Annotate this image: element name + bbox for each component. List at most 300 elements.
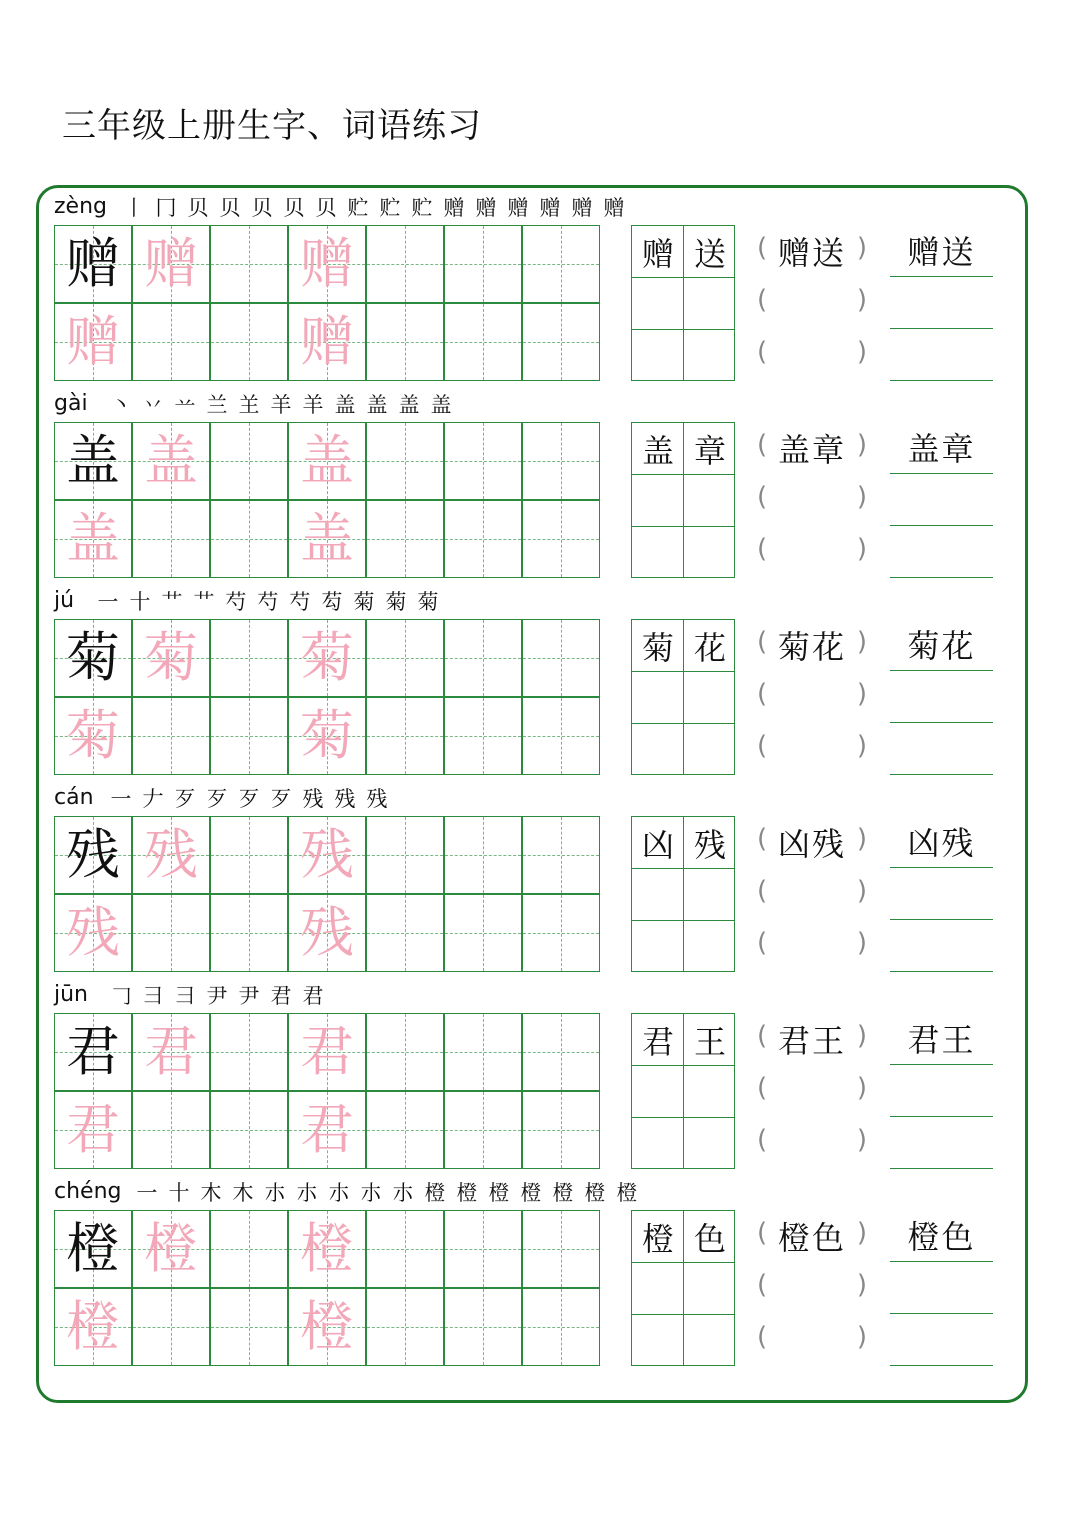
trace-character: 盖 xyxy=(144,429,198,492)
tianzige-cell[interactable] xyxy=(132,697,210,775)
stroke-step: 贝 xyxy=(251,196,273,220)
tianzige-cell[interactable] xyxy=(444,422,522,500)
stroke-step: 丷 xyxy=(142,393,164,417)
tianzige-cell[interactable] xyxy=(288,303,366,381)
pinyin-label: jūn xyxy=(54,982,88,1007)
tianzige-cell[interactable] xyxy=(210,1210,288,1288)
tianzige-cell[interactable] xyxy=(54,225,132,303)
writing-line[interactable] xyxy=(890,1065,993,1117)
stroke-step: 歹 xyxy=(270,787,292,811)
char-section xyxy=(0,779,1080,976)
stroke-step: 贮 xyxy=(379,196,401,220)
open-paren: ( xyxy=(757,1073,768,1103)
trace-character: 盖 xyxy=(300,507,354,570)
tianzige-cell[interactable] xyxy=(288,894,366,972)
line-word: 橙色 xyxy=(907,1218,976,1256)
tianzige-cell[interactable] xyxy=(288,697,366,775)
tianzige-cell[interactable] xyxy=(366,619,444,697)
tianzige-cell[interactable] xyxy=(210,816,288,894)
stroke-step: 䒑 xyxy=(174,393,196,417)
char-section xyxy=(0,1173,1080,1370)
tianzige-cell[interactable] xyxy=(132,816,210,894)
tianzige-cell[interactable] xyxy=(444,500,522,578)
word-box xyxy=(631,619,735,775)
open-paren: ( xyxy=(757,534,768,564)
pinyin-label: zèng xyxy=(54,194,107,219)
trace-character: 橙 xyxy=(144,1217,198,1280)
stroke-step: 艹 xyxy=(161,590,183,614)
word-write-cell[interactable] xyxy=(632,1066,684,1118)
word-character: 菊 xyxy=(641,629,674,667)
tianzige-cell[interactable] xyxy=(366,1210,444,1288)
tianzige-cell[interactable] xyxy=(444,1013,522,1091)
char-section xyxy=(0,976,1080,1173)
stroke-step: 一 xyxy=(110,787,132,811)
word-box xyxy=(631,225,735,381)
trace-character: 橙 xyxy=(66,1295,120,1358)
close-paren: ) xyxy=(856,824,867,854)
word-write-cell[interactable] xyxy=(632,1263,684,1315)
tianzige-cell[interactable] xyxy=(54,619,132,697)
close-paren: ) xyxy=(856,1073,867,1103)
stroke-step: 菊 xyxy=(385,590,407,614)
line-word-column xyxy=(890,1210,993,1366)
tianzige-cell[interactable] xyxy=(288,816,366,894)
tianzige-cell[interactable] xyxy=(210,225,288,303)
tianzige-cell[interactable] xyxy=(288,225,366,303)
paren-row[interactable] xyxy=(757,277,867,329)
stroke-step: ⺕ xyxy=(174,984,196,1008)
char-section xyxy=(0,188,1080,385)
trace-character: 盖 xyxy=(300,429,354,492)
word-write-cell[interactable] xyxy=(632,330,684,382)
stroke-step: 赠 xyxy=(443,196,465,220)
word-write-cell[interactable] xyxy=(684,724,736,776)
open-paren: ( xyxy=(757,1270,768,1300)
close-paren: ) xyxy=(856,876,867,906)
word-write-cell[interactable] xyxy=(632,1315,684,1367)
tianzige-cell[interactable] xyxy=(366,1013,444,1091)
writing-line xyxy=(890,225,993,277)
paren-word: 橙色 xyxy=(777,1219,846,1257)
tianzige-cell[interactable] xyxy=(444,894,522,972)
model-character: 橙 xyxy=(66,1217,120,1280)
tianzige-cell[interactable] xyxy=(54,1091,132,1169)
tianzige-cell[interactable] xyxy=(54,894,132,972)
stroke-step: 木 xyxy=(200,1181,222,1205)
stroke-step: 橙 xyxy=(520,1181,542,1205)
tianzige-cell[interactable] xyxy=(54,500,132,578)
trace-character: 菊 xyxy=(144,626,198,689)
word-write-cell[interactable] xyxy=(684,1263,736,1315)
word-write-cell[interactable] xyxy=(684,921,736,973)
tianzige-cell[interactable] xyxy=(444,816,522,894)
paren-word: 菊花 xyxy=(777,628,846,666)
open-paren: ( xyxy=(757,1021,768,1051)
stroke-step: 十 xyxy=(168,1181,190,1205)
line-word: 君王 xyxy=(907,1021,976,1059)
stroke-step: 羊 xyxy=(302,393,324,417)
tianzige-cell[interactable] xyxy=(444,1091,522,1169)
stroke-step: 贝 xyxy=(219,196,241,220)
paren-row[interactable] xyxy=(757,1117,867,1169)
tianzige-cell[interactable] xyxy=(522,1210,600,1288)
writing-line[interactable] xyxy=(890,723,993,775)
stroke-step: 朩 xyxy=(360,1181,382,1205)
stroke-step: 橙 xyxy=(424,1181,446,1205)
stroke-step: 橙 xyxy=(584,1181,606,1205)
open-paren: ( xyxy=(757,337,768,367)
paren-row[interactable] xyxy=(757,474,867,526)
paren-row[interactable] xyxy=(757,920,867,972)
line-word-column xyxy=(890,619,993,775)
open-paren: ( xyxy=(757,482,768,512)
stroke-step: 歹 xyxy=(174,787,196,811)
close-paren: ) xyxy=(856,731,867,761)
writing-line xyxy=(890,816,993,868)
trace-character: 赠 xyxy=(300,310,354,373)
word-write-cell[interactable] xyxy=(684,1118,736,1170)
word-character: 王 xyxy=(693,1023,726,1061)
close-paren: ) xyxy=(856,1218,867,1248)
trace-character: 残 xyxy=(300,823,354,886)
word-character: 凶 xyxy=(641,826,674,864)
tianzige-cell[interactable] xyxy=(522,422,600,500)
word-write-cell[interactable] xyxy=(632,475,684,527)
tianzige-cell[interactable] xyxy=(522,894,600,972)
paren-row[interactable] xyxy=(757,526,867,578)
pinyin-label: chéng xyxy=(54,1179,122,1204)
close-paren: ) xyxy=(856,430,867,460)
tianzige-cell[interactable] xyxy=(132,225,210,303)
tianzige-cell[interactable] xyxy=(288,422,366,500)
tianzige-cell[interactable] xyxy=(366,500,444,578)
trace-character: 赠 xyxy=(144,232,198,295)
stroke-step: 歹 xyxy=(238,787,260,811)
paren-row[interactable] xyxy=(757,868,867,920)
tianzige-cell[interactable] xyxy=(366,894,444,972)
word-write-cell[interactable] xyxy=(684,869,736,921)
tianzige-cell[interactable] xyxy=(522,1288,600,1366)
writing-line[interactable] xyxy=(890,329,993,381)
word-write-cell[interactable] xyxy=(684,330,736,382)
tianzige-cell[interactable] xyxy=(288,1210,366,1288)
tianzige-cell[interactable] xyxy=(288,1013,366,1091)
close-paren: ) xyxy=(856,337,867,367)
writing-line[interactable] xyxy=(890,920,993,972)
line-word: 盖章 xyxy=(907,430,976,468)
stroke-step: 尹 xyxy=(206,984,228,1008)
paren-row xyxy=(757,816,867,868)
model-character: 君 xyxy=(66,1020,120,1083)
tianzige-cell[interactable] xyxy=(522,816,600,894)
stroke-step: 一 xyxy=(136,1181,158,1205)
tianzige-cell[interactable] xyxy=(54,816,132,894)
writing-line xyxy=(890,1013,993,1065)
tianzige-cell[interactable] xyxy=(288,500,366,578)
tianzige-cell[interactable] xyxy=(366,697,444,775)
tianzige-cell[interactable] xyxy=(54,697,132,775)
writing-line[interactable] xyxy=(890,277,993,329)
stroke-step: 盖 xyxy=(366,393,388,417)
close-paren: ) xyxy=(856,1125,867,1155)
word-write-cell[interactable] xyxy=(632,921,684,973)
stroke-step: 芍 xyxy=(289,590,311,614)
stroke-step: 盖 xyxy=(334,393,356,417)
tianzige-cell[interactable] xyxy=(210,894,288,972)
model-character: 菊 xyxy=(66,626,120,689)
tianzige-cell[interactable] xyxy=(444,225,522,303)
close-paren: ) xyxy=(856,1270,867,1300)
tianzige-cell[interactable] xyxy=(210,303,288,381)
word-write-cell[interactable] xyxy=(684,527,736,579)
stroke-order xyxy=(118,192,630,222)
tianzige-cell[interactable] xyxy=(522,1091,600,1169)
stroke-order xyxy=(105,783,393,813)
close-paren: ) xyxy=(856,233,867,263)
pinyin-label: jú xyxy=(54,588,75,613)
tianzige-cell[interactable] xyxy=(54,1210,132,1288)
tianzige-cell[interactable] xyxy=(54,1013,132,1091)
paren-row[interactable] xyxy=(757,329,867,381)
tianzige-cell[interactable] xyxy=(210,1013,288,1091)
tianzige-cell[interactable] xyxy=(366,303,444,381)
stroke-step: 𦍌 xyxy=(238,393,260,417)
word-character: 色 xyxy=(693,1220,726,1258)
trace-character: 君 xyxy=(300,1020,354,1083)
stroke-step: 𠃌 xyxy=(110,984,132,1008)
tianzige-cell[interactable] xyxy=(522,500,600,578)
stroke-step: 橙 xyxy=(456,1181,478,1205)
paren-row[interactable] xyxy=(757,671,867,723)
tianzige-cell[interactable] xyxy=(288,1091,366,1169)
pinyin-label: gài xyxy=(54,391,88,416)
word-box xyxy=(631,1210,735,1366)
tianzige-cell[interactable] xyxy=(522,1013,600,1091)
close-paren: ) xyxy=(856,1021,867,1051)
paren-row xyxy=(757,619,867,671)
word-character: 橙 xyxy=(641,1220,674,1258)
word-write-cell[interactable] xyxy=(632,869,684,921)
word-write-cell[interactable] xyxy=(684,278,736,330)
char-section xyxy=(0,385,1080,582)
word-character: 送 xyxy=(693,235,726,273)
stroke-step: 残 xyxy=(334,787,356,811)
close-paren: ) xyxy=(856,627,867,657)
tianzige-cell[interactable] xyxy=(132,500,210,578)
tianzige-cell[interactable] xyxy=(54,303,132,381)
paren-row xyxy=(757,1013,867,1065)
tianzige-cell[interactable] xyxy=(444,697,522,775)
tianzige-cell[interactable] xyxy=(210,697,288,775)
tianzige-cell[interactable] xyxy=(132,619,210,697)
tianzige-cell[interactable] xyxy=(366,422,444,500)
stroke-step: 羊 xyxy=(270,393,292,417)
model-character: 残 xyxy=(66,823,120,886)
close-paren: ) xyxy=(856,285,867,315)
stroke-step: 贮 xyxy=(411,196,433,220)
tianzige-cell[interactable] xyxy=(54,422,132,500)
stroke-step: 朩 xyxy=(328,1181,350,1205)
stroke-step: 芍 xyxy=(225,590,247,614)
word-write-cell[interactable] xyxy=(632,724,684,776)
stroke-step: 丨 xyxy=(123,196,145,220)
word-write-cell[interactable] xyxy=(632,527,684,579)
trace-character: 君 xyxy=(66,1098,120,1161)
open-paren: ( xyxy=(757,627,768,657)
stroke-step: 贝 xyxy=(187,196,209,220)
paren-word-column xyxy=(757,816,867,972)
tianzige-cell[interactable] xyxy=(366,225,444,303)
paren-row[interactable] xyxy=(757,1314,867,1366)
stroke-step: 贝 xyxy=(283,196,305,220)
stroke-step: 木 xyxy=(232,1181,254,1205)
stroke-step: 赠 xyxy=(507,196,529,220)
line-word-column xyxy=(890,816,993,972)
tianzige-cell[interactable] xyxy=(366,1288,444,1366)
writing-line[interactable] xyxy=(890,671,993,723)
writing-line[interactable] xyxy=(890,1262,993,1314)
stroke-order xyxy=(105,389,457,419)
open-paren: ( xyxy=(757,824,768,854)
word-character: 君 xyxy=(641,1023,674,1061)
word-write-cell[interactable] xyxy=(684,1066,736,1118)
writing-line xyxy=(890,1210,993,1262)
tianzige-cell[interactable] xyxy=(132,1091,210,1169)
line-word: 菊花 xyxy=(907,627,976,665)
open-paren: ( xyxy=(757,876,768,906)
tianzige-cell[interactable] xyxy=(288,619,366,697)
paren-row[interactable] xyxy=(757,723,867,775)
paren-row xyxy=(757,422,867,474)
tianzige-cell[interactable] xyxy=(210,1288,288,1366)
stroke-step: 𠂇 xyxy=(142,787,164,811)
stroke-step: 歹 xyxy=(206,787,228,811)
close-paren: ) xyxy=(856,679,867,709)
word-write-cell[interactable] xyxy=(632,672,684,724)
word-write-cell[interactable] xyxy=(632,1118,684,1170)
word-write-cell[interactable] xyxy=(684,475,736,527)
tianzige-cell[interactable] xyxy=(288,1288,366,1366)
writing-line[interactable] xyxy=(890,1314,993,1366)
model-character: 赠 xyxy=(66,232,120,295)
word-write-cell[interactable] xyxy=(684,672,736,724)
stroke-step: 橙 xyxy=(616,1181,638,1205)
trace-character: 赠 xyxy=(300,232,354,295)
open-paren: ( xyxy=(757,1125,768,1155)
word-write-cell[interactable] xyxy=(632,278,684,330)
tianzige-cell[interactable] xyxy=(210,422,288,500)
paren-word: 凶残 xyxy=(777,825,846,863)
word-character: 盖 xyxy=(641,432,674,470)
paren-word-column xyxy=(757,422,867,578)
stroke-step: 贝 xyxy=(315,196,337,220)
tianzige-cell[interactable] xyxy=(132,1210,210,1288)
line-word-column xyxy=(890,422,993,578)
stroke-step: 赠 xyxy=(475,196,497,220)
tianzige-cell[interactable] xyxy=(522,303,600,381)
word-box xyxy=(631,1013,735,1169)
tianzige-cell[interactable] xyxy=(210,619,288,697)
paren-row xyxy=(757,1210,867,1262)
stroke-step: 赠 xyxy=(571,196,593,220)
paren-word: 赠送 xyxy=(777,234,846,272)
open-paren: ( xyxy=(757,285,768,315)
writing-line xyxy=(890,422,993,474)
tianzige-cell[interactable] xyxy=(132,894,210,972)
trace-character: 菊 xyxy=(300,626,354,689)
stroke-step: 冂 xyxy=(155,196,177,220)
stroke-step: 一 xyxy=(97,590,119,614)
trace-character: 菊 xyxy=(66,704,120,767)
tianzige-cell[interactable] xyxy=(366,1091,444,1169)
stroke-step: 橙 xyxy=(552,1181,574,1205)
stroke-step: 贮 xyxy=(347,196,369,220)
pinyin-label: cán xyxy=(54,785,94,810)
word-write-cell[interactable] xyxy=(684,1315,736,1367)
tianzige-cell[interactable] xyxy=(210,500,288,578)
trace-character: 君 xyxy=(144,1020,198,1083)
stroke-step: 十 xyxy=(129,590,151,614)
stroke-step: 赠 xyxy=(539,196,561,220)
tianzige-cell[interactable] xyxy=(444,303,522,381)
word-character: 残 xyxy=(693,826,726,864)
tianzige-cell[interactable] xyxy=(522,225,600,303)
tianzige-cell[interactable] xyxy=(210,1091,288,1169)
line-word: 赠送 xyxy=(907,233,976,271)
paren-row xyxy=(757,225,867,277)
word-character: 花 xyxy=(693,629,726,667)
stroke-step: 兰 xyxy=(206,393,228,417)
trace-character: 残 xyxy=(144,823,198,886)
paren-row[interactable] xyxy=(757,1065,867,1117)
paren-word-column xyxy=(757,225,867,381)
tianzige-cell[interactable] xyxy=(444,619,522,697)
trace-character: 橙 xyxy=(300,1295,354,1358)
tianzige-cell[interactable] xyxy=(522,619,600,697)
stroke-step: 丶 xyxy=(110,393,132,417)
stroke-order xyxy=(131,1177,643,1207)
writing-line[interactable] xyxy=(890,526,993,578)
stroke-step: 芶 xyxy=(321,590,343,614)
word-character: 章 xyxy=(693,432,726,470)
stroke-step: 朩 xyxy=(296,1181,318,1205)
tianzige-cell[interactable] xyxy=(522,697,600,775)
word-character: 赠 xyxy=(641,235,674,273)
paren-word-column xyxy=(757,619,867,775)
paren-word-column xyxy=(757,1210,867,1366)
tianzige-cell[interactable] xyxy=(132,422,210,500)
close-paren: ) xyxy=(856,928,867,958)
line-word-column xyxy=(890,1013,993,1169)
stroke-step: 菊 xyxy=(353,590,375,614)
tianzige-cell[interactable] xyxy=(132,303,210,381)
tianzige-cell[interactable] xyxy=(132,1013,210,1091)
writing-line[interactable] xyxy=(890,474,993,526)
tianzige-cell[interactable] xyxy=(132,1288,210,1366)
tianzige-cell[interactable] xyxy=(54,1288,132,1366)
word-box xyxy=(631,422,735,578)
paren-row[interactable] xyxy=(757,1262,867,1314)
writing-line[interactable] xyxy=(890,868,993,920)
paren-word: 盖章 xyxy=(777,431,846,469)
tianzige-cell[interactable] xyxy=(444,1288,522,1366)
tianzige-cell[interactable] xyxy=(444,1210,522,1288)
stroke-step: 残 xyxy=(302,787,324,811)
tianzige-cell[interactable] xyxy=(366,816,444,894)
writing-line[interactable] xyxy=(890,1117,993,1169)
stroke-order xyxy=(92,586,444,616)
